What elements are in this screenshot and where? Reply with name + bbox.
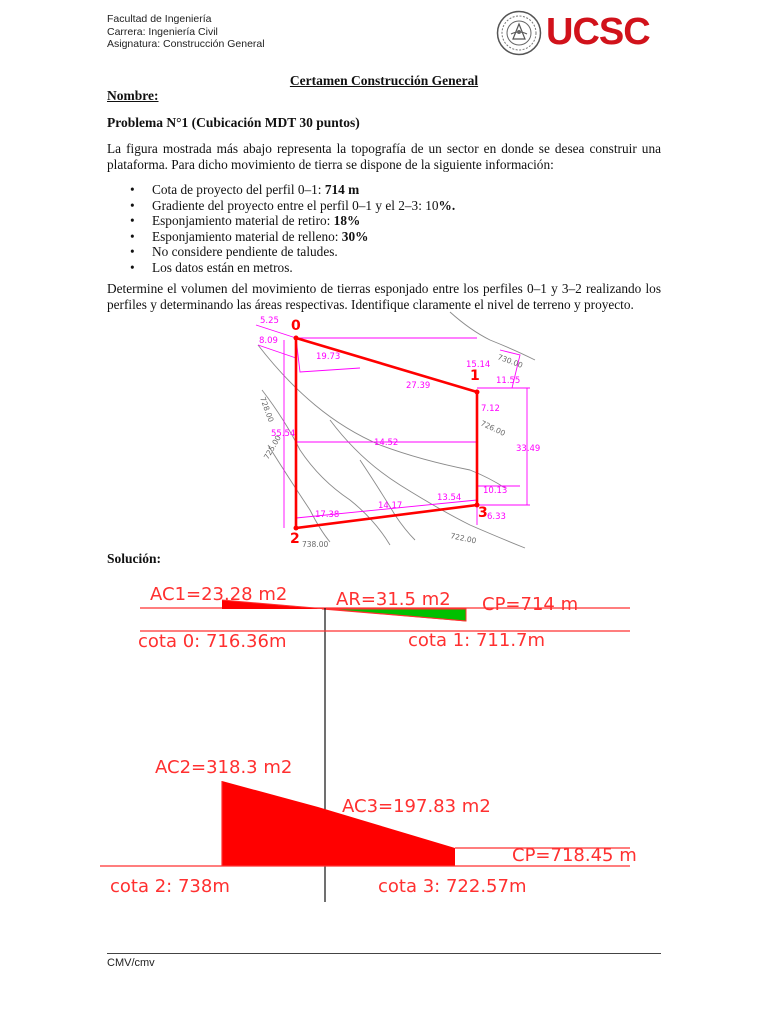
- footer-text: CMV/cmv: [107, 957, 155, 969]
- contour-line: [330, 420, 525, 548]
- name-label: Nombre:: [107, 88, 159, 103]
- career-line: Carrera: Ingeniería Civil: [107, 25, 218, 38]
- ucsc-logo: [494, 8, 666, 58]
- data-list: [130, 182, 455, 275]
- problem-title: Problema N°1 (Cubicación MDT 30 puntos): [107, 115, 360, 130]
- ac1-label: AC1=23.28 m2: [150, 584, 288, 605]
- cp1-label: CP=714 m: [482, 594, 579, 615]
- dim-label: 27.39: [406, 381, 431, 391]
- university-seal-icon: [496, 10, 542, 56]
- list-item: • Cota de proyecto del perfil 0–1: 714 m: [130, 182, 455, 198]
- list-item: • Esponjamiento material de retiro: 18%: [130, 213, 455, 229]
- contour-label: 725.00: [261, 433, 283, 461]
- list-item: • No considere pendiente de taludes.: [130, 244, 455, 260]
- page-title: Certamen Construcción General: [289, 73, 479, 88]
- list-item: • Gradiente del proyecto entre el perfil 0–1 y el 2–3: 10%.: [130, 198, 455, 214]
- dim-label: 13.54: [437, 493, 462, 503]
- contour-label: 738.00: [302, 540, 329, 549]
- solution-label: Solución:: [107, 551, 162, 566]
- dim-label: 11.55: [496, 376, 521, 386]
- list-item: • Esponjamiento material de relleno: 30%: [130, 229, 455, 245]
- cota2-label: cota 2: 738m: [110, 876, 230, 897]
- dim-label: 14.52: [374, 438, 399, 448]
- point-label-3: 3: [478, 505, 488, 521]
- point-label-1: 1: [470, 368, 480, 384]
- dim-label: 8.09: [259, 336, 278, 346]
- faculty-line: Facultad de Ingeniería: [107, 13, 212, 25]
- dim-label: 17.38: [315, 510, 340, 520]
- cota3-label: cota 3: 722.57m: [378, 876, 527, 897]
- cota1-label: cota 1: 711.7m: [408, 630, 546, 651]
- contour-label: 728.00: [258, 395, 276, 424]
- task-paragraph: Determine el volumen del movimiento de tierras esponjado entre los perfiles 0–1 y 3–2 realizando los perfiles y determinando las áreas respectivas. Identifique claramente el nivel de terreno y proyecto.: [107, 281, 661, 312]
- dim-label: 55.54: [271, 429, 296, 439]
- cp2-label: CP=718.45 m: [512, 845, 637, 866]
- cota0-label: cota 0: 716.36m: [138, 631, 287, 652]
- dim-label: 19.73: [316, 352, 341, 362]
- plan-drawing: [0, 310, 768, 550]
- contour-line: [450, 312, 535, 360]
- dim-label: 14.17: [378, 501, 403, 511]
- point-label-0: 0: [291, 318, 301, 334]
- ac3-label: AC3=197.83 m2: [342, 796, 491, 817]
- point-label-2: 2: [290, 531, 300, 547]
- logo-text: UCSC: [546, 11, 650, 53]
- dim-label: 7.12: [481, 404, 500, 414]
- ar-label: AR=31.5 m2: [336, 589, 451, 610]
- dim-label: 5.25: [260, 316, 279, 326]
- cross-sections: [0, 580, 768, 920]
- list-item: • Los datos están en metros.: [130, 260, 455, 276]
- dim-label: 33.49: [516, 444, 541, 454]
- contour-label: 722.00: [449, 531, 478, 546]
- dim-label: 15.14: [466, 360, 491, 370]
- dim-label: 10.13: [483, 486, 508, 496]
- ac2-label: AC2=318.3 m2: [155, 757, 293, 778]
- cut-area-ac2-ac3: [222, 781, 455, 866]
- contour-label: 730.00: [496, 352, 525, 370]
- footer-divider: [107, 953, 661, 954]
- contour-label: 726.00: [479, 418, 507, 438]
- intro-paragraph: La figura mostrada más abajo representa la topografía de un sector en donde se desea construir una plataforma. Para dicho movimiento de tierra se dispone de la siguiente información:: [107, 141, 661, 172]
- subject-line: Asignatura: Construcción General: [107, 38, 265, 50]
- header-info: [107, 13, 265, 51]
- dim-label: 6.33: [487, 512, 506, 522]
- contour-line: [360, 460, 415, 540]
